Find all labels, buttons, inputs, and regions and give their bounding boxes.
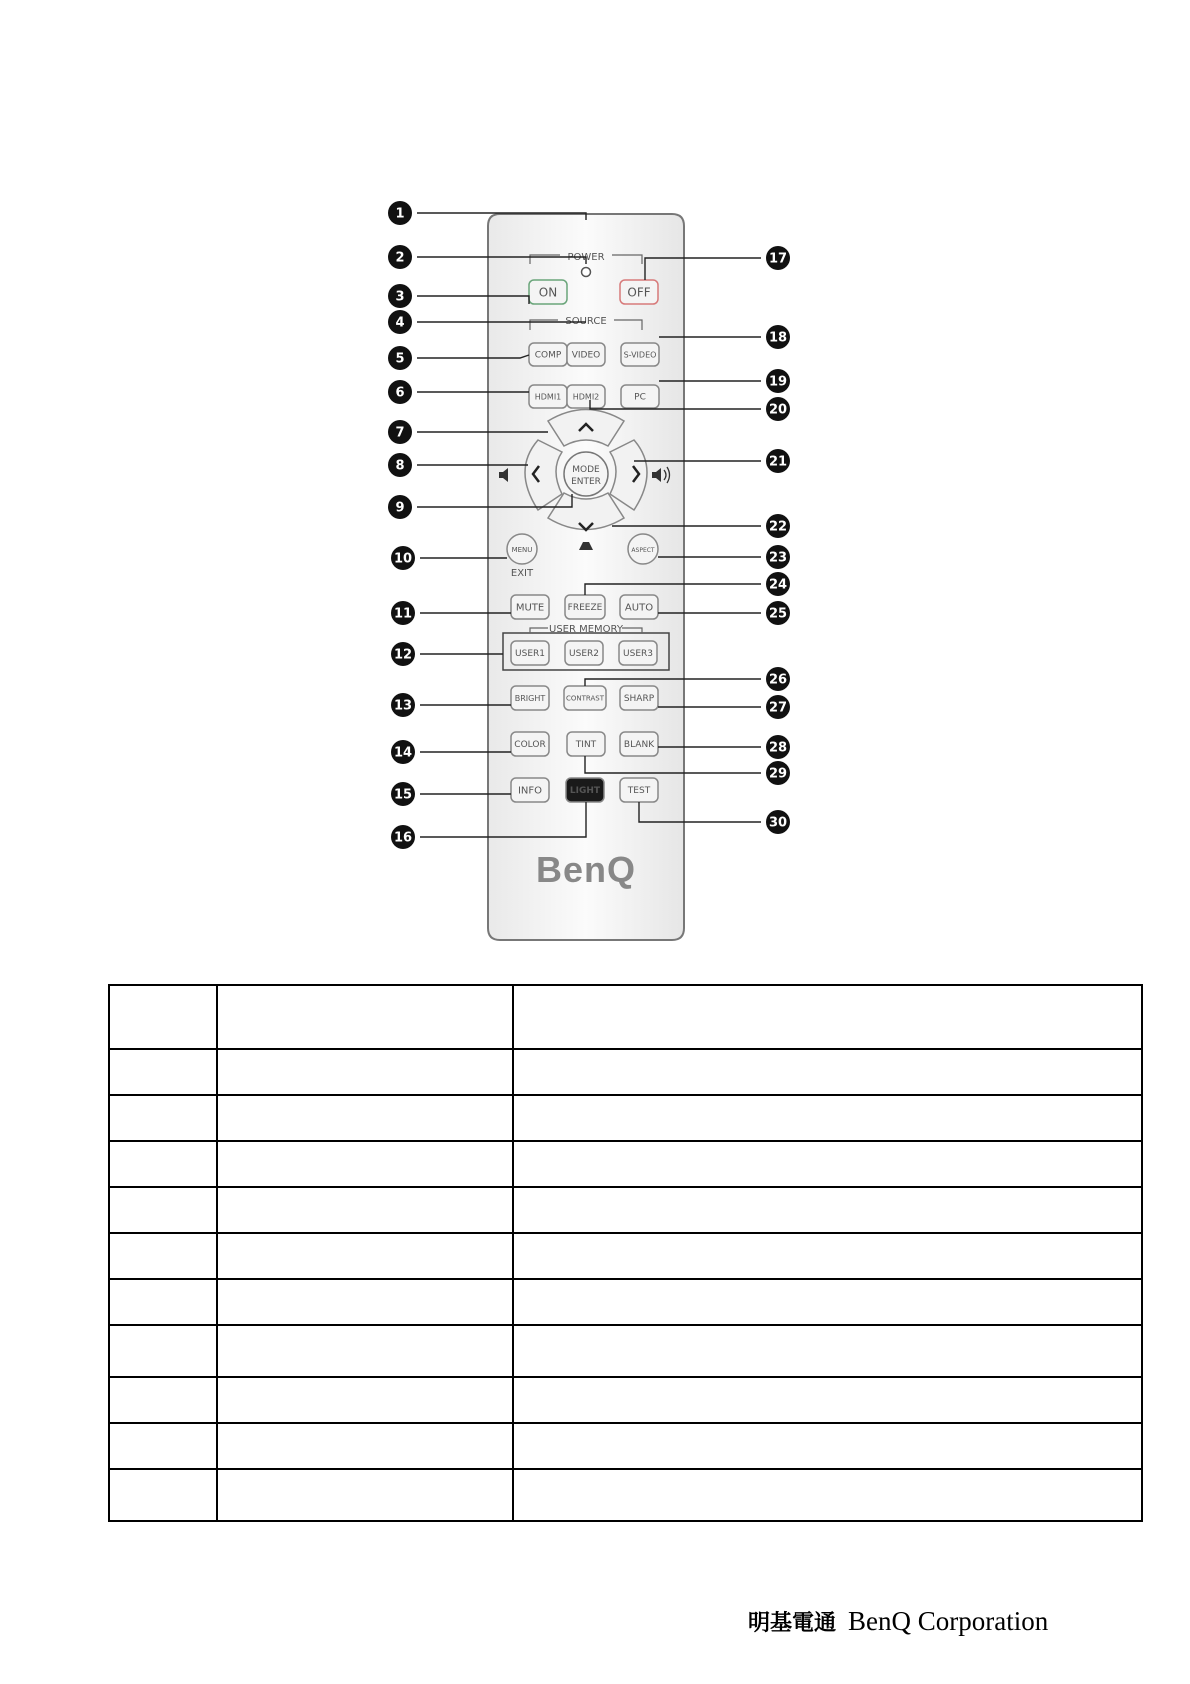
on-button[interactable] (529, 280, 567, 304)
tint-button[interactable] (567, 732, 605, 756)
table-cell (217, 1187, 513, 1233)
off-button[interactable] (620, 280, 658, 304)
callout-number: 7 (395, 425, 405, 441)
table-cell (513, 1187, 1142, 1233)
table-cell (109, 985, 217, 1049)
user2-button[interactable] (565, 641, 603, 665)
callout-number: 8 (395, 458, 405, 474)
video-button[interactable] (567, 343, 605, 366)
test-button-label: TEST (627, 786, 651, 797)
video-button-label: VIDEO (571, 350, 601, 361)
svideo-button[interactable] (621, 343, 659, 366)
pc-button-label: PC (634, 392, 646, 403)
pc-button[interactable] (621, 385, 659, 408)
table-row (109, 1095, 1142, 1141)
table-cell (217, 985, 513, 1049)
callout-number: 9 (395, 500, 405, 516)
table-cell (513, 1325, 1142, 1377)
power-indicator-led (582, 268, 591, 277)
callout-number: 24 (768, 577, 788, 593)
hdmi1-button[interactable] (529, 385, 567, 408)
table-cell (109, 1187, 217, 1233)
callout-number: 27 (768, 700, 788, 716)
table-cell (513, 1423, 1142, 1469)
table-cell (513, 1377, 1142, 1423)
benq-logo: BenQ (535, 849, 637, 890)
table-cell (109, 1233, 217, 1279)
table-cell (513, 1141, 1142, 1187)
footer-company-chinese: 明基電通 (748, 1611, 837, 1636)
light-button[interactable] (566, 778, 604, 802)
callout-number: 5 (395, 351, 405, 367)
callout-number: 23 (768, 550, 788, 566)
on-button-label: ON (538, 285, 558, 300)
table-cell (513, 1233, 1142, 1279)
info-button[interactable] (511, 778, 549, 802)
color-button[interactable] (511, 732, 549, 756)
table-row (109, 1187, 1142, 1233)
user3-button-label: USER3 (623, 649, 653, 660)
callout-12 (391, 642, 503, 666)
freeze-button-label: FREEZE (567, 603, 603, 614)
callout-number: 22 (768, 519, 788, 535)
callout-number: 30 (768, 815, 788, 831)
table-row (109, 1233, 1142, 1279)
bright-button-label: BRIGHT (514, 693, 546, 703)
table-cell (217, 1377, 513, 1423)
color-button-label: COLOR (514, 740, 546, 751)
callout-number: 29 (768, 766, 788, 782)
table-row (109, 1325, 1142, 1377)
callout-number: 25 (768, 606, 788, 622)
contrast-button-label: CONTRAST (566, 694, 604, 703)
table-cell (217, 1469, 513, 1521)
sharp-button[interactable] (620, 686, 658, 710)
table-cell (513, 1095, 1142, 1141)
auto-button-label: AUTO (624, 602, 654, 614)
callout-number: 6 (395, 385, 405, 401)
user3-button[interactable] (619, 641, 657, 665)
callout-number: 20 (768, 402, 788, 418)
table-row (109, 1469, 1142, 1521)
power-group-label: POWER (567, 252, 605, 263)
callout-number: 18 (768, 330, 788, 346)
table-cell (217, 1423, 513, 1469)
hdmi1-button-label: HDMI1 (534, 392, 562, 402)
table-cell (109, 1377, 217, 1423)
svideo-button-label: S-VIDEO (623, 350, 657, 360)
test-button[interactable] (620, 778, 658, 802)
table-cell (217, 1095, 513, 1141)
mute-button[interactable] (511, 595, 549, 619)
callout-number: 16 (393, 830, 413, 846)
comp-button-label: COMP (534, 350, 562, 361)
contrast-button[interactable] (564, 686, 606, 710)
tint-button-label: TINT (575, 740, 597, 751)
blank-button[interactable] (620, 732, 658, 756)
source-group-label: SOURCE (565, 316, 607, 327)
table-cell (109, 1469, 217, 1521)
table-row (109, 1377, 1142, 1423)
callout-number: 14 (393, 745, 413, 761)
user1-button[interactable] (511, 641, 549, 665)
hdmi2-button-label: HDMI2 (572, 392, 600, 402)
aspect-button[interactable] (628, 534, 658, 564)
table-header-row (109, 985, 1142, 1049)
callout-number: 12 (393, 647, 413, 663)
blank-button-label: BLANK (623, 740, 655, 751)
callout-number: 11 (393, 606, 413, 622)
table-cell (217, 1325, 513, 1377)
table-cell (513, 1469, 1142, 1521)
callout-number: 15 (393, 787, 413, 803)
table-cell (513, 985, 1142, 1049)
table-cell (109, 1423, 217, 1469)
enter-label: ENTER (571, 477, 601, 487)
table-cell (109, 1325, 217, 1377)
spec-table (108, 984, 1143, 1522)
table-row (109, 1279, 1142, 1325)
table-cell (217, 1049, 513, 1095)
callout-number: 2 (395, 250, 405, 266)
user-memory-label: USER MEMORY (549, 624, 623, 635)
hdmi2-button[interactable] (567, 385, 605, 408)
callout-number: 3 (395, 289, 405, 305)
freeze-button[interactable] (565, 595, 605, 619)
table-cell (217, 1141, 513, 1187)
callout-number: 19 (768, 374, 788, 390)
callout-number: 1 (395, 206, 405, 222)
table-cell (109, 1279, 217, 1325)
callout-number: 28 (768, 740, 788, 756)
table-cell (109, 1049, 217, 1095)
footer (748, 1606, 1048, 1637)
menu-button-label: MENU (511, 546, 533, 554)
table-cell (217, 1279, 513, 1325)
callout-number: 17 (768, 251, 788, 267)
sharp-button-label: SHARP (623, 694, 655, 705)
mode-label: MODE (572, 465, 600, 475)
table-row (109, 1423, 1142, 1469)
table-cell (109, 1095, 217, 1141)
user2-button-label: USER2 (569, 649, 599, 660)
table-cell (109, 1141, 217, 1187)
exit-label: EXIT (510, 568, 534, 579)
callout-number: 21 (768, 454, 788, 470)
table-cell (513, 1279, 1142, 1325)
info-button-label: INFO (517, 785, 543, 797)
comp-button[interactable] (529, 343, 567, 366)
aspect-button-label: ASPECT (631, 547, 655, 554)
callout-number: 13 (393, 698, 413, 714)
menu-button[interactable] (507, 534, 537, 564)
mute-button-label: MUTE (515, 602, 545, 614)
callout-number: 4 (395, 315, 405, 331)
callout-number: 10 (393, 551, 413, 567)
off-button-label: OFF (627, 285, 651, 300)
table-cell (217, 1233, 513, 1279)
table-row (109, 1049, 1142, 1095)
light-button-label: LIGHT (569, 786, 601, 797)
callout-number: 26 (768, 672, 788, 688)
user1-button-label: USER1 (515, 649, 545, 660)
auto-button[interactable] (620, 595, 658, 619)
footer-company-english: BenQ Corporation (848, 1606, 1049, 1636)
table-row (109, 1141, 1142, 1187)
table-cell (513, 1049, 1142, 1095)
bright-button[interactable] (511, 686, 549, 710)
